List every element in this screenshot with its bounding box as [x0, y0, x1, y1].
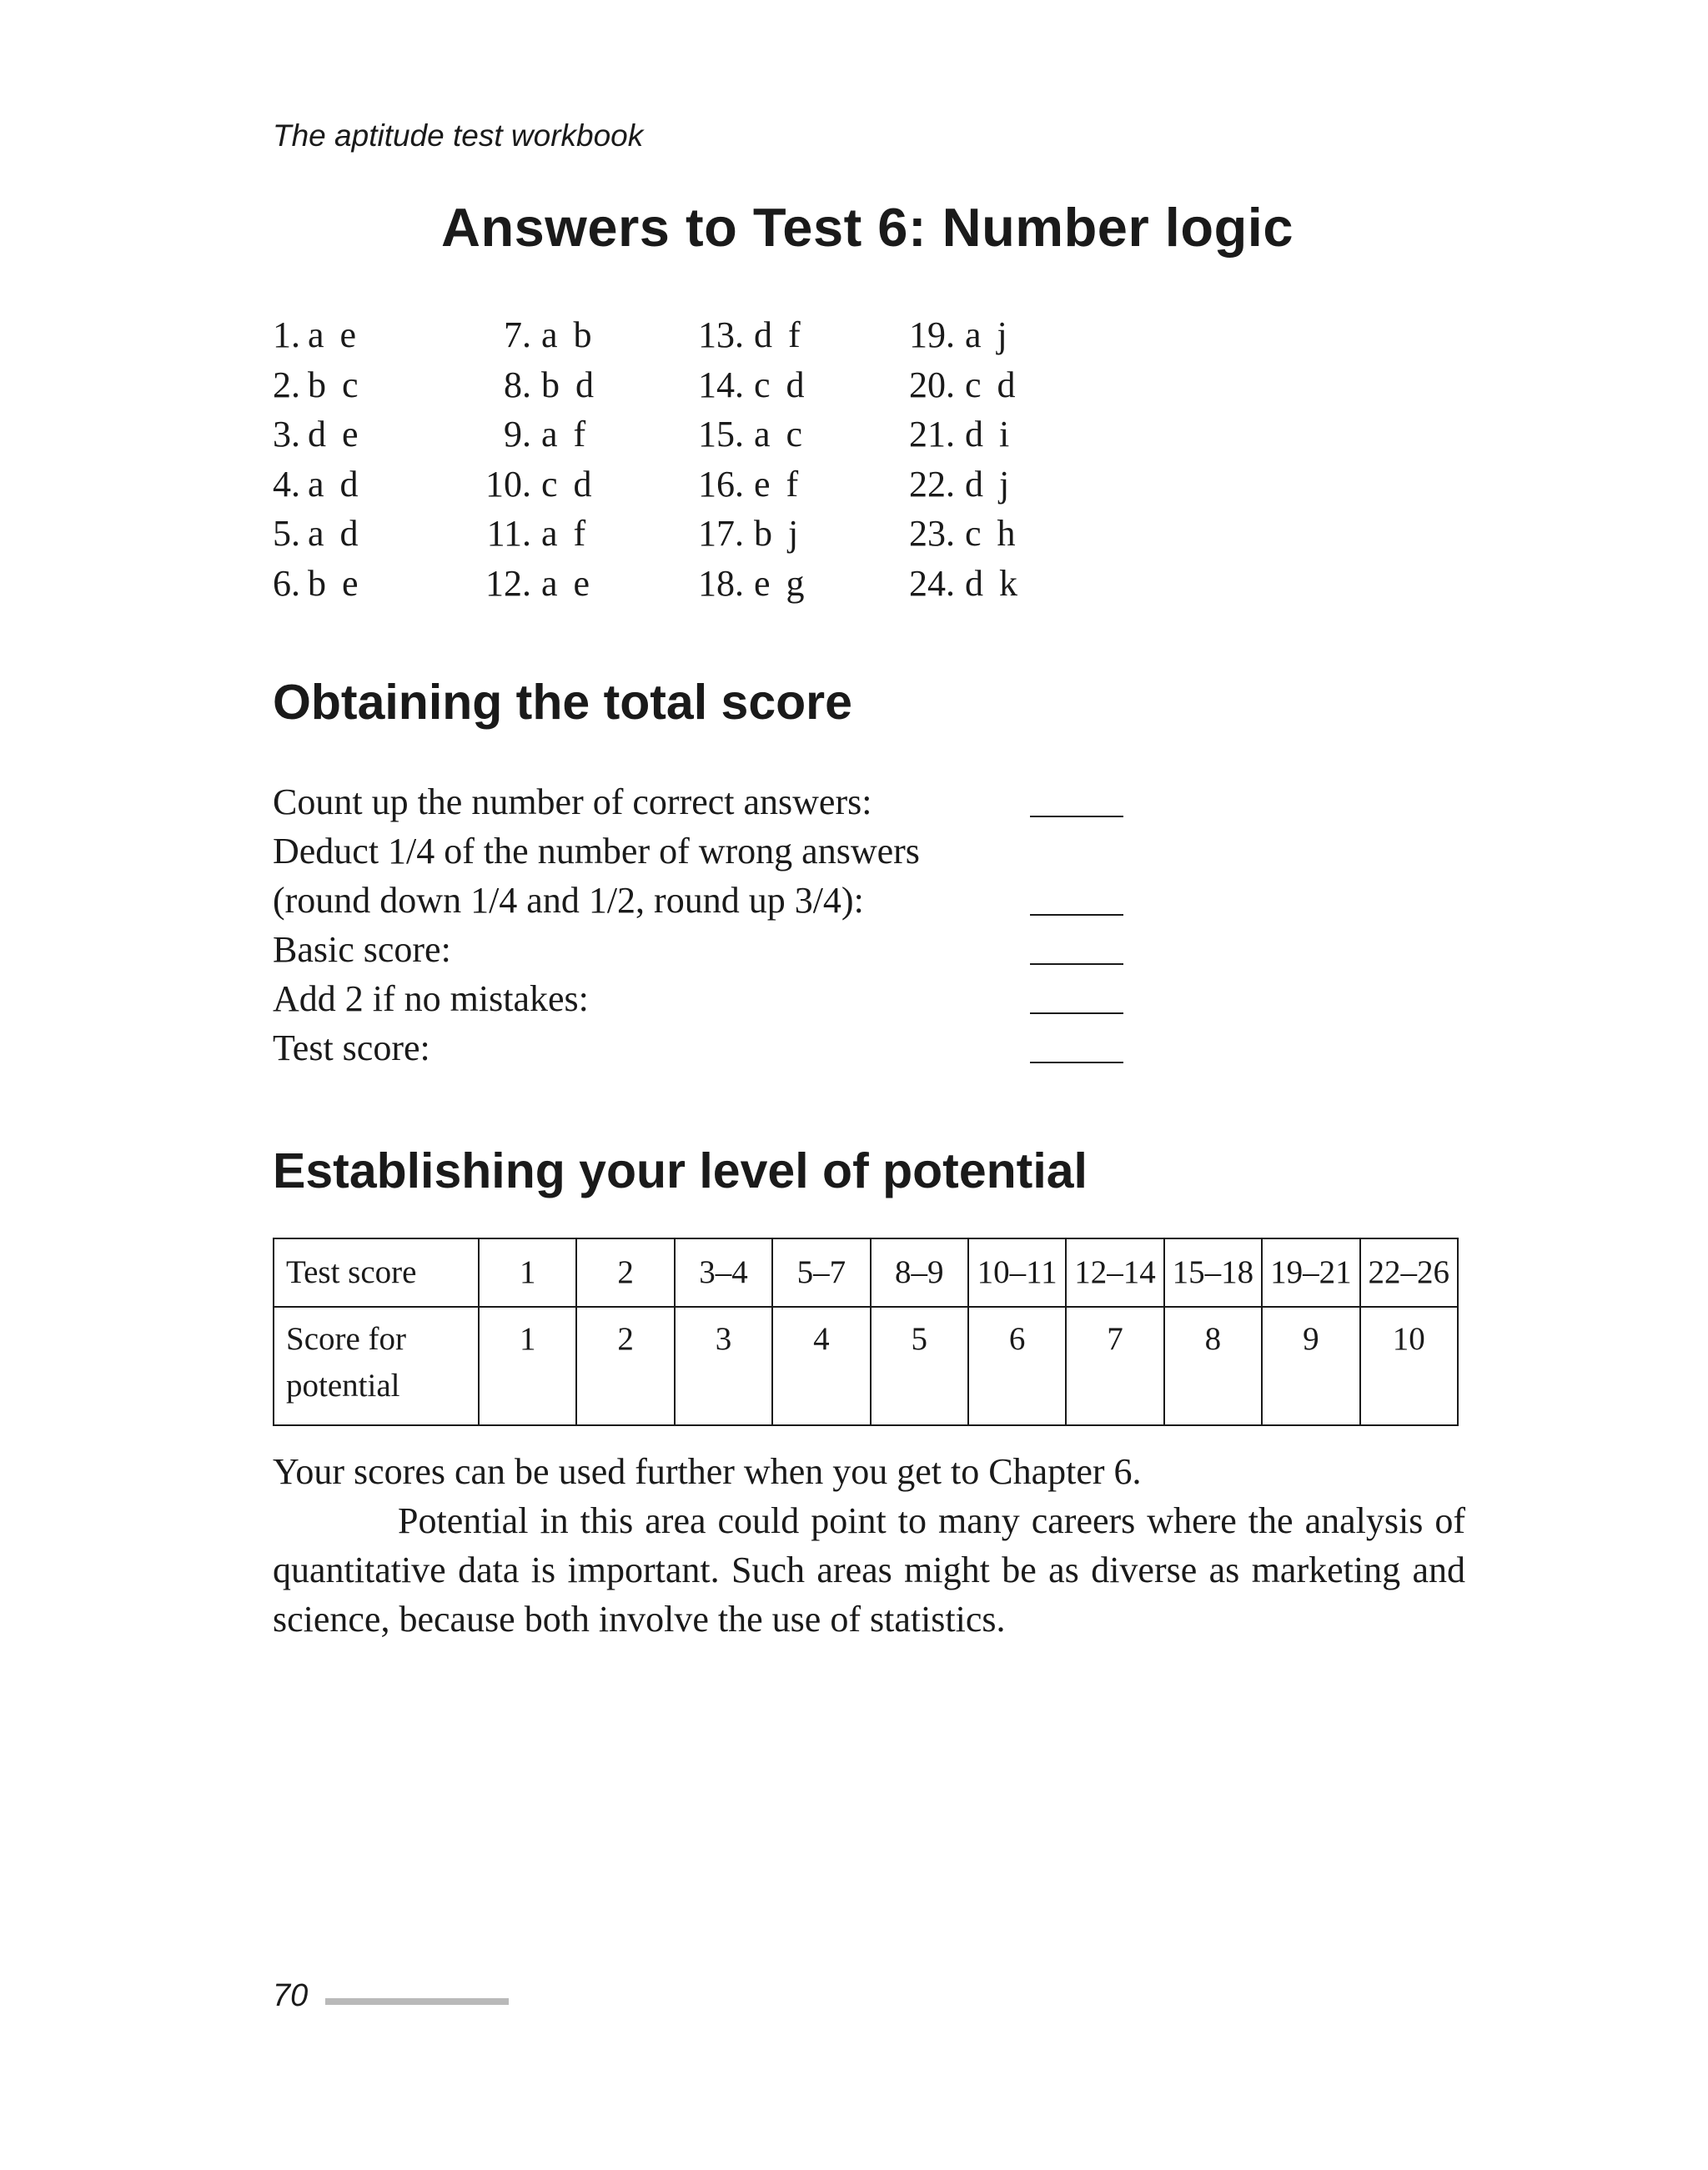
table-cell: 12–14: [1066, 1238, 1163, 1307]
answer-column-1: [273, 310, 359, 608]
answer-number: 9.: [504, 414, 531, 455]
answer-row: [905, 310, 1017, 360]
row-header-line: potential: [286, 1368, 400, 1404]
folio-rule: [325, 1998, 509, 2005]
potential-table: [273, 1238, 1459, 1426]
row-header: [274, 1307, 479, 1425]
score-blank[interactable]: [1030, 963, 1123, 965]
answer-row: [905, 460, 1017, 510]
answer-row: [694, 460, 805, 510]
score-blank[interactable]: [1030, 1062, 1123, 1063]
table-cell: 6: [968, 1307, 1066, 1425]
answer-row: [273, 559, 359, 609]
answer-number: 15.: [698, 414, 744, 455]
score-blank[interactable]: [1030, 816, 1123, 817]
answer-row: [481, 559, 594, 609]
table-cell: 9: [1262, 1307, 1359, 1425]
table-cell: 15–18: [1164, 1238, 1262, 1307]
answer-letters: a e: [541, 562, 590, 604]
answer-letters: a f: [541, 414, 586, 455]
answer-number: 21.: [909, 414, 955, 455]
answer-number: 3.: [273, 414, 300, 455]
score-blank[interactable]: [1030, 914, 1123, 916]
table-cell: 8: [1164, 1307, 1262, 1425]
row-header: Test score: [274, 1238, 479, 1307]
score-line: [273, 1023, 1148, 1072]
score-line: [273, 876, 1148, 925]
answer-number: 2.: [273, 364, 300, 405]
table-cell: 19–21: [1262, 1238, 1359, 1307]
score-line-label: Add 2 if no mistakes:: [273, 978, 589, 1019]
answer-number: 7.: [504, 314, 531, 355]
answer-number: 1.: [273, 314, 300, 355]
body-paragraph: Your scores can be used further when you get to Chapter 6.: [273, 1451, 1142, 1492]
answer-number: 6.: [273, 562, 300, 604]
answer-row: [481, 360, 594, 410]
total-score-heading: Obtaining the total score: [273, 675, 852, 730]
row-header-line: Score for: [286, 1321, 407, 1357]
answer-row: [481, 409, 594, 460]
table-cell: 2: [576, 1307, 674, 1425]
score-line-label: (round down 1/4 and 1/2, round up 3/4):: [273, 880, 864, 921]
table-cell: 5–7: [772, 1238, 870, 1307]
answer-row: [694, 409, 805, 460]
answer-number: 17.: [698, 513, 744, 554]
page-number: 70: [273, 1978, 309, 2013]
running-head: The aptitude test workbook: [273, 118, 644, 153]
answer-letters: e g: [754, 562, 805, 604]
answer-letters: d e: [308, 414, 359, 455]
answer-number: 20.: [909, 364, 955, 405]
answer-row: [905, 509, 1017, 559]
answer-row: [905, 409, 1017, 460]
table-cell: 7: [1066, 1307, 1163, 1425]
score-line-label: Count up the number of correct answers:: [273, 781, 872, 822]
answer-letters: a f: [541, 513, 586, 554]
answer-letters: d k: [965, 562, 1017, 604]
answer-letters: b j: [754, 513, 799, 554]
score-line-label: Deduct 1/4 of the number of wrong answers: [273, 831, 920, 872]
table-cell: 1: [479, 1238, 576, 1307]
body-paragraph: Potential in this area could point to many careers where the analysis of quantitative data is important. Such areas might be as diverse as marketing and science, because both involve the use of statistics.: [273, 1500, 1465, 1640]
answer-letters: d i: [965, 414, 1010, 455]
answer-row: [273, 409, 359, 460]
table-cell: 10: [1360, 1307, 1458, 1425]
answer-number: 4.: [273, 463, 300, 505]
answer-number: 14.: [698, 364, 744, 405]
answer-letters: a b: [541, 314, 592, 355]
potential-heading: Establishing your level of potential: [273, 1143, 1088, 1198]
answer-row: [481, 509, 594, 559]
answer-letters: a d: [308, 513, 359, 554]
answer-row: [273, 360, 359, 410]
answer-letters: b e: [308, 562, 359, 604]
answer-row: [481, 310, 594, 360]
answer-row: [273, 509, 359, 559]
body-text: [273, 1447, 1465, 1644]
answer-letters: b c: [308, 364, 359, 405]
score-blank[interactable]: [1030, 1012, 1123, 1014]
table-cell: 10–11: [968, 1238, 1066, 1307]
answer-column-4: [905, 310, 1017, 608]
answer-letters: e f: [754, 463, 799, 505]
score-worksheet: [273, 777, 1148, 1072]
answer-number: 8.: [504, 364, 531, 405]
answer-column-3: [694, 310, 805, 608]
page-title: Answers to Test 6: Number logic: [441, 197, 1294, 258]
table-cell: 8–9: [871, 1238, 968, 1307]
score-line: [273, 974, 1148, 1023]
answer-number: 10.: [485, 463, 531, 505]
table-cell: 22–26: [1360, 1238, 1458, 1307]
answer-column-2: [481, 310, 594, 608]
table-cell: 2: [576, 1238, 674, 1307]
answer-row: [694, 509, 805, 559]
table-cell: 3: [675, 1307, 772, 1425]
answer-number: 23.: [909, 513, 955, 554]
table-row: [274, 1307, 1458, 1425]
answer-number: 13.: [698, 314, 744, 355]
answer-number: 5.: [273, 513, 300, 554]
score-line-label: Basic score:: [273, 929, 451, 970]
answer-number: 16.: [698, 463, 744, 505]
answer-row: [694, 310, 805, 360]
answer-letters: c d: [541, 463, 592, 505]
score-line-label: Test score:: [273, 1027, 430, 1068]
answer-row: [905, 360, 1017, 410]
answer-letters: c d: [965, 364, 1016, 405]
answer-letters: a e: [308, 314, 357, 355]
answer-number: 11.: [486, 513, 531, 554]
answer-number: 19.: [909, 314, 955, 355]
table-row: [274, 1238, 1458, 1307]
score-line: [273, 777, 1148, 826]
answer-number: 12.: [485, 562, 531, 604]
score-line: [273, 925, 1148, 974]
answer-letters: d j: [965, 463, 1010, 505]
answer-row: [905, 559, 1017, 609]
answer-row: [694, 559, 805, 609]
answer-number: 22.: [909, 463, 955, 505]
answer-letters: c h: [965, 513, 1016, 554]
answer-number: 24.: [909, 562, 955, 604]
table-cell: 1: [479, 1307, 576, 1425]
answer-letters: a c: [754, 414, 803, 455]
answer-row: [481, 460, 594, 510]
table-cell: 3–4: [675, 1238, 772, 1307]
answer-letters: d f: [754, 314, 801, 355]
answer-number: 18.: [698, 562, 744, 604]
answer-letters: c d: [754, 364, 805, 405]
answer-row: [694, 360, 805, 410]
answer-letters: a j: [965, 314, 1007, 355]
answer-row: [273, 460, 359, 510]
score-line: [273, 826, 1148, 876]
answer-letters: b d: [541, 364, 594, 405]
answer-letters: a d: [308, 463, 359, 505]
table-cell: 4: [772, 1307, 870, 1425]
answer-row: [273, 310, 359, 360]
table-cell: 5: [871, 1307, 968, 1425]
